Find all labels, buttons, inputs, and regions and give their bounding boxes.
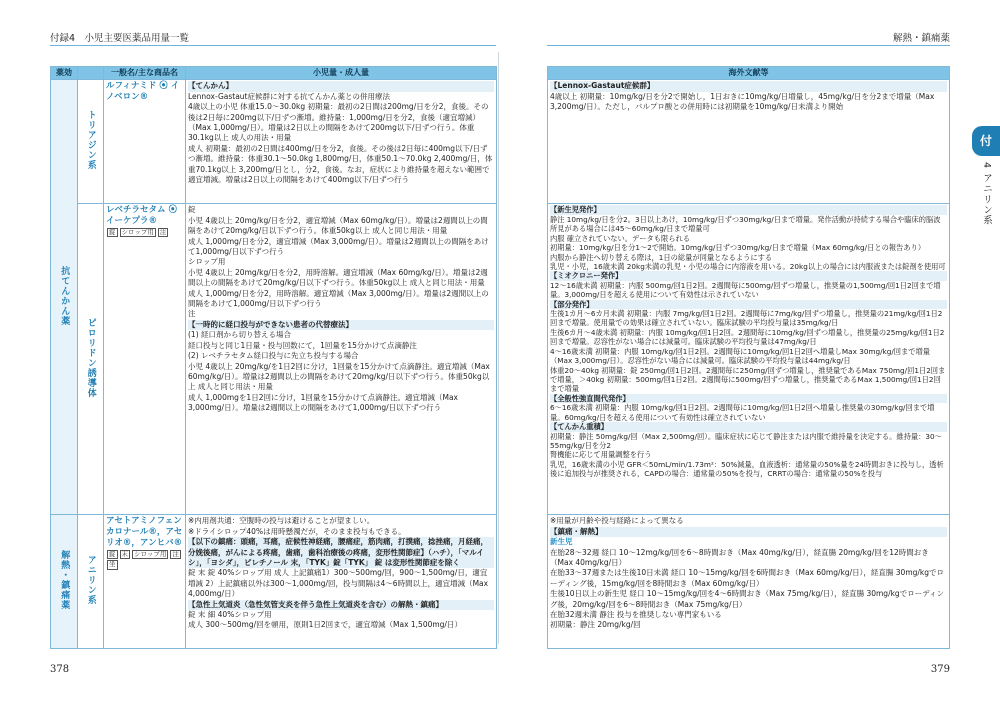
page-number-right: 379 <box>930 664 950 675</box>
col-header-name: 一般名/主な商品名 <box>104 67 186 80</box>
dose-line: 注 <box>188 309 196 319</box>
foreign-line: 【てんかん重積】 <box>550 422 947 431</box>
col-header-dose: 小児量・成人量 <box>186 67 497 80</box>
dosage-table-right <box>547 66 950 649</box>
dose-line: 小児 4歳以上 20mg/kg/日を分2，用時溶解。適宜増減（Max 60mg/kg/日）。増量は2週間以上の間隔をあけて20mg/kg/日以下ずつ行う。体重50kg以上 成人と同じ用法・用量 <box>188 267 488 288</box>
table-row <box>51 80 497 204</box>
running-header-left: 付録4 小児主要医薬品用量一覧 <box>50 33 190 44</box>
table-header-row <box>548 67 950 80</box>
dose-line: 錠 末 細 40%シロップ用 <box>188 610 272 620</box>
appendix-tab: 付 <box>972 126 1000 156</box>
foreign-line: 【全般性強直間代発作】 <box>550 394 947 403</box>
col-header-blank <box>78 67 104 80</box>
table-row <box>51 515 497 649</box>
form-badge: 坐 <box>109 560 116 569</box>
form-badge: 錠 <box>109 227 116 236</box>
dose-line: 成人 1,000mgを1日2回に分け，1回量を15分かけて点滴静注。適宜増減（Max 3,000mg/日）。増量は2週間以上の間隔をあけて1,000mg/日以下ずつ行う <box>188 392 458 413</box>
dose-line: 小児 4歳以上 20mg/kg/日を分2，適宜増減（Max 60mg/kg/日）。増量は2週間以上の間隔をあけて20mg/kg/日以下ずつ行う。体重50kg以上 成人と同じ用法・用量 <box>188 215 488 236</box>
foreign-cell <box>548 515 950 649</box>
dose-line: 【てんかん】 <box>188 81 494 91</box>
header-rule-left <box>50 45 496 46</box>
subclass-label: アニリン系 <box>85 555 96 606</box>
foreign-line: 生後10日以上の新生児 経口 10〜15mg/kg/回を4〜6時間おき（Max 75mg/kg/日），経直腸 30mg/kgでローディング後，20mg/kg/回を6〜8時間おき（Max 75mg/kg/日） <box>550 589 945 609</box>
form-badge: 注 <box>159 227 167 236</box>
foreign-line: 【部分発作】 <box>550 300 947 309</box>
dose-line: 経口投与と同じ1日量・投与回数にて，1回量を15分かけて点滴静注 <box>188 340 417 350</box>
form-badge: 末 <box>121 549 128 558</box>
dose-line: (1) 経口剤から切り替える場合 <box>188 330 292 340</box>
col-header-foreign: 海外文献等 <box>548 67 950 80</box>
category-cell <box>51 80 78 515</box>
foreign-line: 生後1カ月〜6カ月未満 初期量：内服 7mg/kg/回1日2回。2週間毎に7mg/kg/回ずつ増量し，推奨量の21mg/kg/回1日2回まで増量。使用量での効果は確立されていない。臨床試験の平均投与量は35mg/kg/日 <box>550 309 943 328</box>
subclass-cell <box>78 80 104 204</box>
foreign-line: 【Lennox-Gastaut症候群】 <box>550 81 947 91</box>
drug-name: アセトアミノフェン カロナール®，アセリオ®，アンヒバ® <box>106 516 183 549</box>
foreign-line: 4歳以上 初期量：10mg/kg/日を分2で開始し，1日おきに10mg/kg/日増量し，45mg/kg/日を分2まで増量（Max 3,200mg/日）。ただし，バルプロ酸との併用時には初期量を10mg/kg/日未満より開始 <box>550 91 935 112</box>
drug-cell <box>104 515 186 649</box>
table-header-row <box>51 67 497 80</box>
foreign-line: 初期量：静注 20mg/kg/回 <box>550 620 641 630</box>
foreign-line: 体重20〜40kg 初期量：錠 250mg/回1日2回。2週間毎に250mg/回ずつ増量し，推奨量であるMax 750mg/回1日2回まで増量，＞40kg 初期量：500mg/回1日2回。2週間毎に500mg/回ずつ増量し，推奨量であるMax 1,500mg/回1日2回まで増量 <box>550 365 946 394</box>
dose-line: (2) レベチラセタム経口投与に先立ち投与する場合 <box>188 351 359 361</box>
foreign-line: 12〜16歳未満 初期量：内服 500mg/回1日2回。2週間毎に500mg/回ずつ増量し，推奨量の1,500mg/回1日2回まで増量。3,000mg/日を超える使用について有効性は示されていない <box>550 280 941 300</box>
foreign-line: 腎機能に応じて用量調整を行う <box>550 450 652 460</box>
category-label: 抗てんかん薬 <box>59 265 70 326</box>
foreign-line: 4〜16歳未満 初期量：内服 10mg/kg/回1日2回。2週間毎に10mg/kg/回1日2回へ増量しMax 30mg/kg/回まで増量（Max 3,000mg/日）。忍容性がない場合には減量可。臨床試験の平均投与量は44mg/kg/日 <box>550 346 931 366</box>
foreign-line: ※用量が月齢や投与経路によって異なる <box>550 516 684 526</box>
foreign-line: 乳児・小児，16歳未満 20kg未満の乳児・小児の場合に内溶液を用いる。20kg以上の場合には内服液または錠剤を使用可 <box>550 261 946 271</box>
subclass-cell <box>78 204 104 515</box>
foreign-line: 生後6カ月〜4歳未満 初期量：内服 10mg/kg/回1日2回。2週間毎に10mg/kg/回ずつ増量し，推奨量の25mg/kg/回1日2回まで増量。忍容性がない場合には減量可。臨床試験の平均投与量は47mg/kg/日 <box>550 327 945 347</box>
foreign-line: 【鎮痛・解熱】 <box>550 527 947 537</box>
drug-name: レベチラセタム ⦿ イーケプラ® <box>106 205 177 227</box>
foreign-cell <box>548 204 950 515</box>
foreign-line: 内服から静注へ切り替える際は，1日の総量が同量となるようにする <box>550 252 773 262</box>
category-label: 解熱・鎮痛薬 <box>59 550 70 611</box>
dose-cell <box>186 80 497 204</box>
foreign-line: 在胎33〜37週または生後10日未満 経口 10〜15mg/kg/回を6時間おき（Max 60mg/kg/日），経直腸 30mg/kgでローディング後，15mg/kg/回を8時間おき（Max 60mg/kg/日） <box>550 568 945 588</box>
form-badge: シロップ用 <box>134 549 167 558</box>
table-row <box>548 515 950 649</box>
dose-line: 小児 4歳以上 20mg/kg/を1日2回に分け，1回量を15分かけて点滴静注。適宜増減（Max 60mg/kg/日）。増量は2週間以上の間隔をあけて20mg/kg/日以下ずつ行う。体重50kg以上 成人と同じ用法・用量 <box>188 361 490 392</box>
table-row <box>51 204 497 515</box>
foreign-line: 内服 確立されていない。データも限られる <box>550 233 691 243</box>
drug-cell <box>104 204 186 515</box>
dosage-table-left <box>50 66 497 649</box>
dose-line: 【一時的に経口投与ができない患者の代替療法】 <box>188 320 494 330</box>
foreign-line: 乳児，16歳未満の小児 GFR＜50mL/min/1.73m²：50%減量，血液透析：通常量の50%量を24時間おきに投与し，透析後に追加投与が推奨される，CAPDの場合：通常量の50%を投与，CRRTの場合：通常量の50%を投与 <box>550 459 944 479</box>
foreign-line: 在胎32週未満 静注 投与を推奨しない専門家もいる <box>550 610 722 620</box>
dose-line: 4歳以上の小児 体重15.0〜30.0kg 初期量：最初の2日間は200mg/日を分2，食後。その後は2日毎に200mg以下/日ずつ漸増。維持量：1,000mg/日を分2，食後（適宜増減）（Max 1,000mg/日）。増量は2日以上の間隔をあけて200mg以下/日ずつ行う。体重30.1kg以上 成人の用法・用量 <box>188 102 489 143</box>
form-badge: 注 <box>172 549 179 558</box>
dose-line: 錠 <box>188 205 196 215</box>
foreign-line: 6〜16歳未満 初期量：内服 10mg/kg/回1日2回。2週間毎に10mg/kg/回1日2回へ増量し推奨量の30mg/kg/回まで増量。60mg/kg/日を超える使用について有効性は確立されていない <box>550 403 935 422</box>
dose-line: 成人 300〜500mg/回を頓用，原則1日2回まで，適宜増減（Max 1,500mg/日） <box>188 620 462 630</box>
foreign-line: 初期量：静注 50mg/kg/回（Max 2,500mg/回）。臨床症状に応じて静注または内服で維持量を決定する。維持量：30〜55mg/kg/日を分2 <box>550 431 942 450</box>
dose-line: 【以下の鎮痛：頭痛，耳痛，症候性神経痛，腰痛症，筋肉痛，打撲痛，捻挫痛，月経痛，分娩後痛，がんによる疼痛，歯痛，歯科治療後の疼痛，変形性関節症】（ハチ），「マルイシ」，「ヨシダ」，ピレチノール 末，「TYK」錠「TYK」 錠 は変形性関節症を除く <box>188 537 494 568</box>
table-row <box>548 204 950 515</box>
subclass-label: ピロリドン誘導体 <box>85 317 96 398</box>
dose-line: シロップ用 <box>188 257 226 267</box>
appendix-tab-label: 4 アニリン系 <box>981 162 992 226</box>
foreign-line: 新生児 <box>550 537 573 547</box>
form-badge: シロップ用 <box>121 227 154 236</box>
dose-cell <box>186 515 497 649</box>
category-cell <box>51 515 78 649</box>
drug-name: ルフィナミド ⦿ イノベロン® <box>106 81 180 103</box>
dose-cell <box>186 204 497 515</box>
form-badge: 錠 <box>109 549 116 558</box>
col-header-efficacy: 薬効 <box>51 67 78 80</box>
running-header-right: 解熱・鎮痛薬 <box>892 33 950 44</box>
dose-line: 成人 初期量：最初の2日間は400mg/日を分2，食後。その後は2日毎に400mg以下/日ずつ漸増。維持量：体重30.1〜50.0kg 1,800mg/日，体重50.1〜70.0kg 2,400mg/日，体重70.1kg以上 3,200mg/日とし，分2，食後。なお，症状により維持量を超えない範囲で適宜増減。増量は2日以上の間隔をあけて400mg以下/日ずつ行う <box>188 143 493 185</box>
subclass-cell <box>78 515 104 649</box>
dose-line: ※内用剤共通：空腹時の投与は避けることが望ましい。 <box>188 516 375 526</box>
foreign-line: 在胎28〜32週 経口 10〜12mg/kg/回を6〜8時間おき（Max 40mg/kg/日），経直腸 20mg/kg/回を12時間おき（Max 40mg/kg/日） <box>550 547 929 568</box>
foreign-cell <box>548 80 950 204</box>
foreign-line: 静注 10mg/kg/日を分2。3日以上あけ，10mg/kg/日ずつ30mg/kg/日まで増量。発作活動が持続する場合や臨床的脳波所見がある場合には45〜60mg/kg/日まで増量可 <box>550 214 941 234</box>
header-rule-right <box>547 45 950 46</box>
dose-line: Lennox-Gastaut症候群に対する抗てんかん薬との併用療法 <box>188 91 390 101</box>
gutter-divider <box>498 52 499 644</box>
foreign-line: 【新生児発作】 <box>550 205 947 214</box>
dose-line: 錠 末 錠 40%シロップ用 成人 上記鎮痛1）300〜500mg/回，900〜1,500mg/日，適宜増減 2）上記鎮痛以外は300〜1,000mg/回，投与間隔は4〜6時間以上，適宜増減（Max 4,000mg/日） <box>188 568 489 599</box>
page-number-left: 378 <box>50 664 70 675</box>
foreign-line: 初期量：10mg/kg/日を分1〜2で開始。10mg/kg/日ずつ30mg/kg/日まで増量（Max 60mg/kg/日との報告あり） <box>550 243 926 253</box>
drug-cell <box>104 80 186 204</box>
dose-line: 【急性上気道炎（急性気管支炎を伴う急性上気道炎を含む）の解熱・鎮痛】 <box>188 600 494 610</box>
foreign-line: 【ミオクロニー発作】 <box>550 271 947 280</box>
subclass-label: トリアジン系 <box>85 110 96 171</box>
dose-line: 成人 1,000mg/日を分2，用時溶解。適宜増減（Max 3,000mg/日）。増量は2週間以上の間隔をあけて1,000mg/日以下ずつ行う <box>188 288 489 309</box>
dose-line: 成人 1,000mg/日を分2，適宜増減（Max 3,000mg/日）。増量は2週間以上の間隔をあけて1,000mg/日以下ずつ行う <box>188 236 489 257</box>
dose-line: ※ドライシロップ40%は用時懸濁だが，そのまま投与もできる。 <box>188 526 406 536</box>
table-row <box>548 80 950 204</box>
